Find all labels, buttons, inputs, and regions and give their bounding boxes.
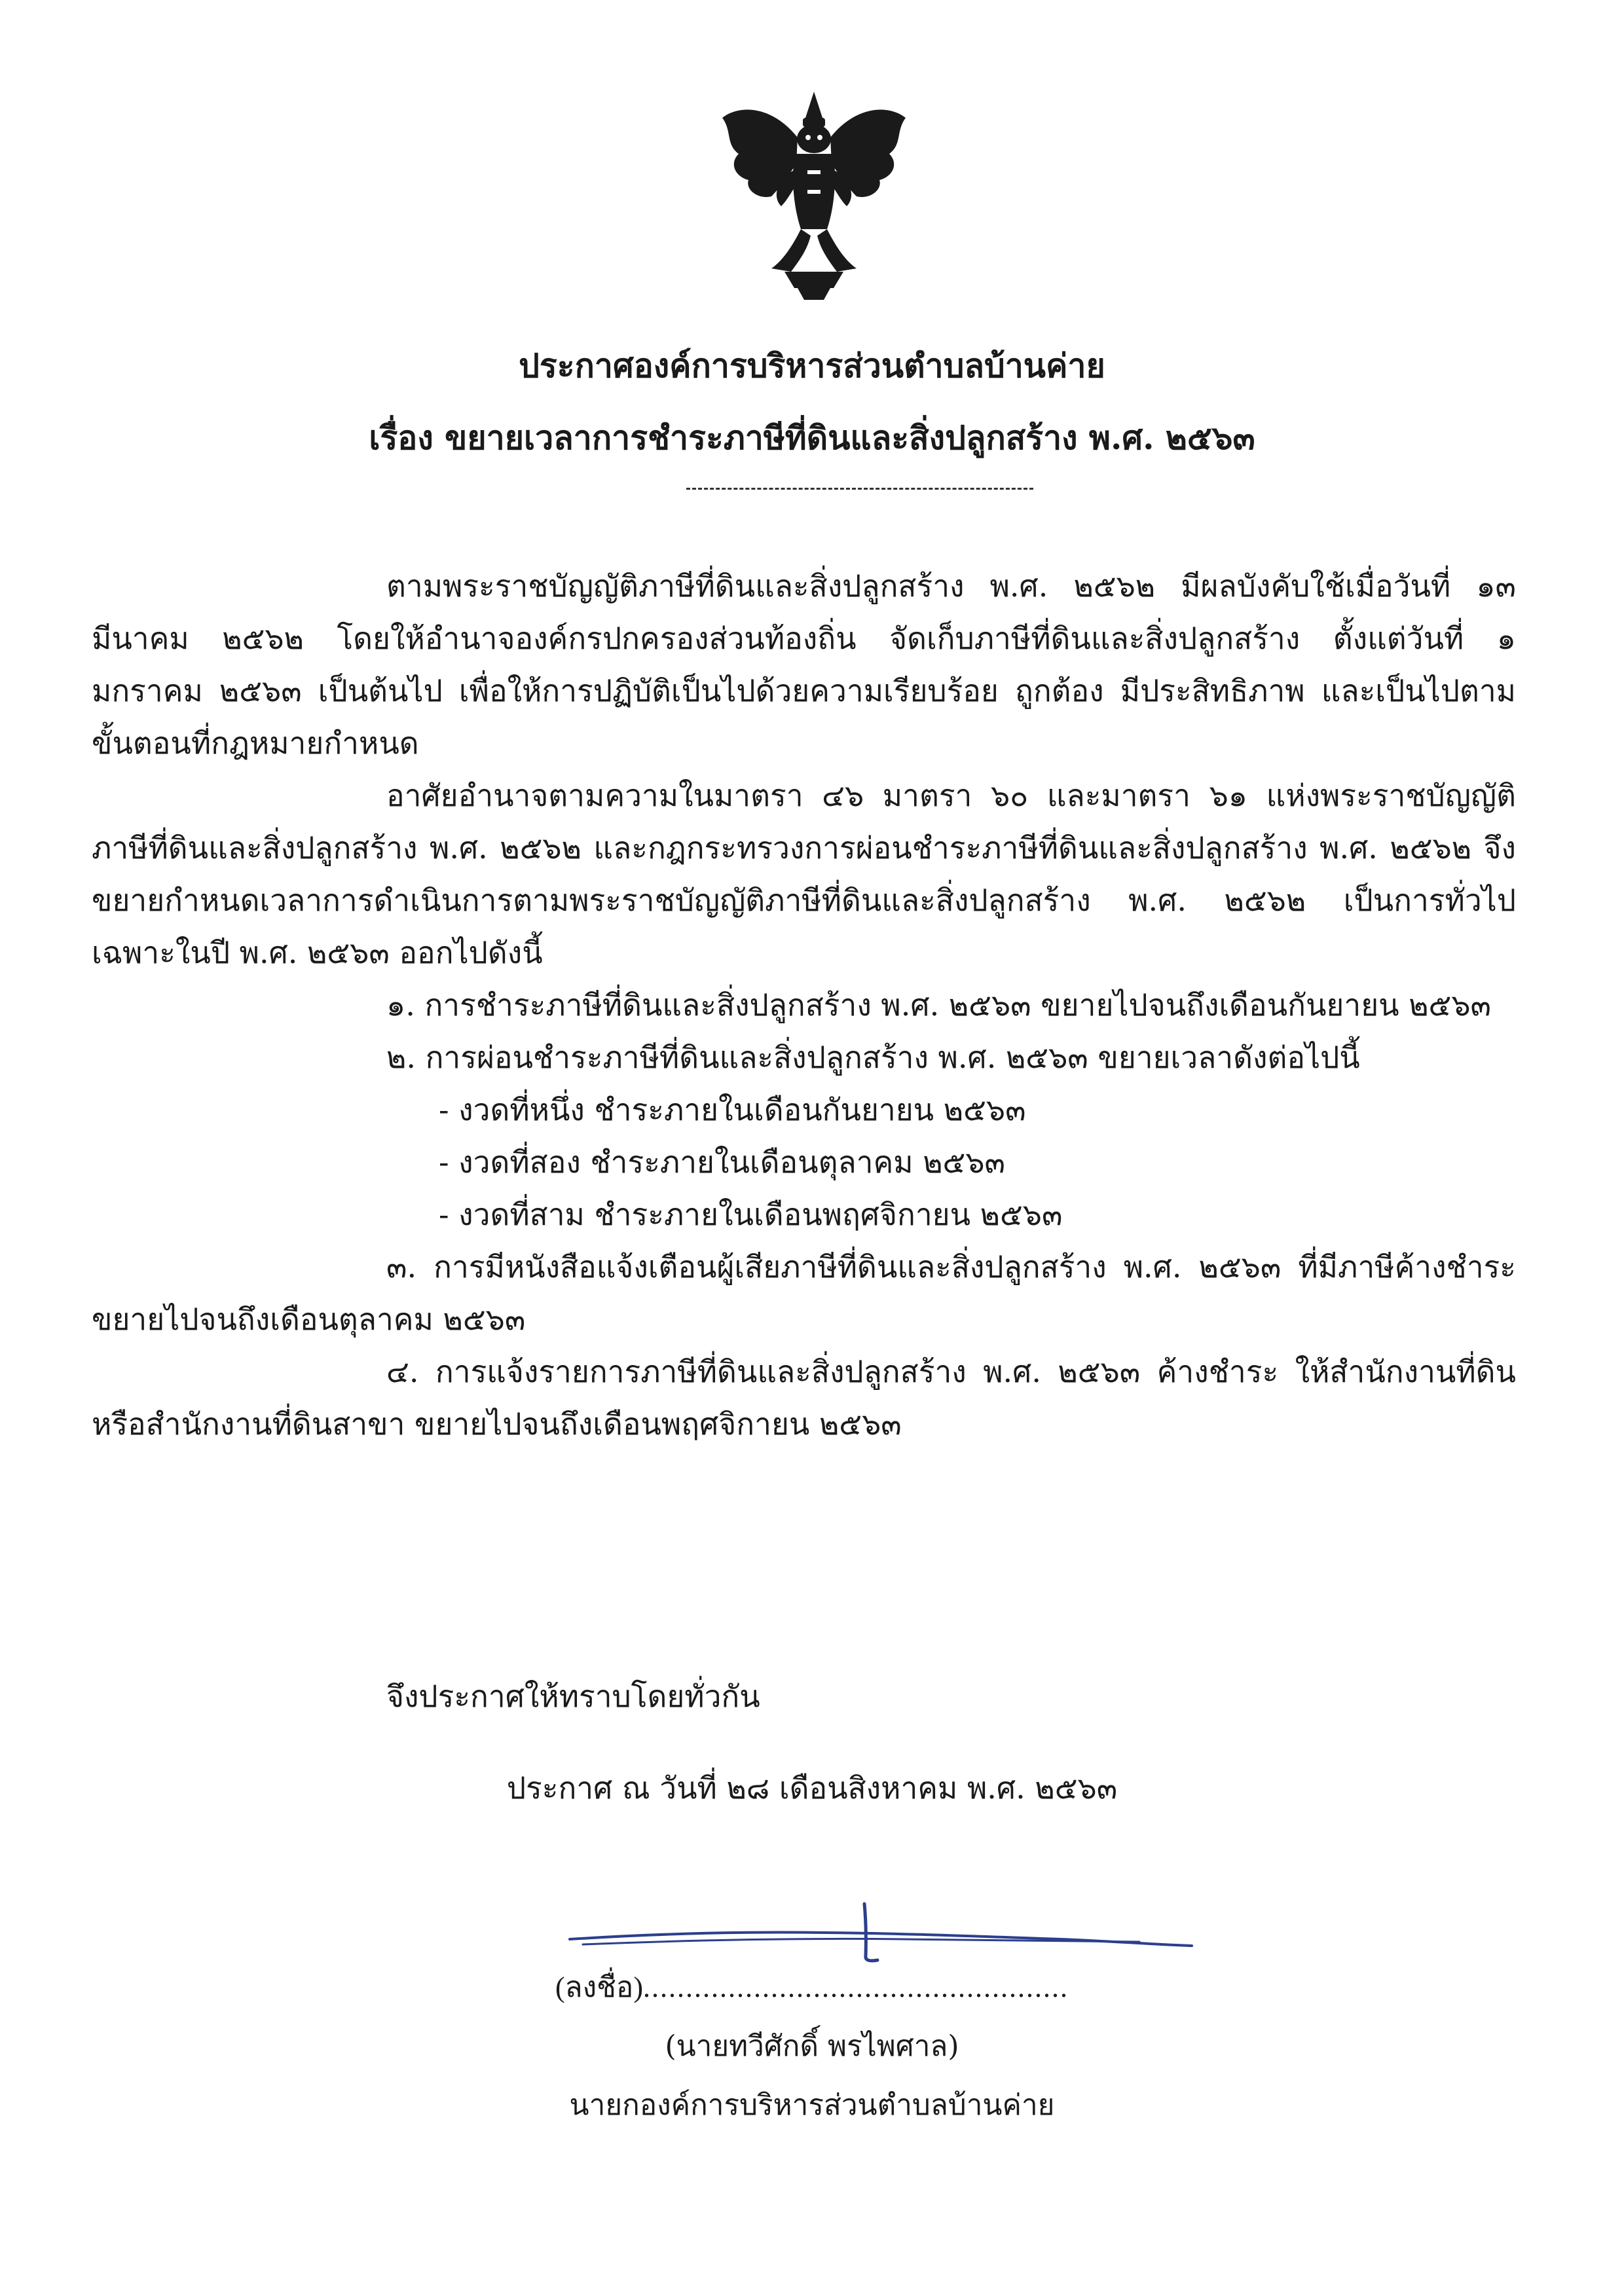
announcement-date: ประกาศ ณ วันที่ ๒๘ เดือนสิงหาคม พ.ศ. ๒๕๖๓ [506,1770,1118,1806]
announcement-title: ประกาศองค์การบริหารส่วนตำบลบ้านค่าย [519,346,1105,385]
title-divider [686,488,1033,490]
list-item-2: ๒. การผ่อนชำระภาษีที่ดินและสิ่งปลูกสร้าง พ.ศ. ๒๕๖๓ ขยายเวลาดังต่อไปนี้ [386,1040,1360,1075]
announcement-subject: เรื่อง ขยายเวลาการชำระภาษีที่ดินและสิ่งปลูกสร้าง พ.ศ. ๒๕๖๓ [369,418,1255,457]
sub-item-1: - งวดที่หนึ่ง ชำระภายในเดือนกันยายน ๒๕๖๓ [439,1092,1026,1127]
closing-statement: จึงประกาศให้ทราบโดยทั่วกัน [386,1679,760,1714]
sub-item-3: - งวดที่สาม ชำระภายในเดือนพฤศจิกายน ๒๕๖๓ [439,1197,1063,1232]
signature-prefix: (ลงชื่อ) [555,1971,644,2003]
list-item-4: ๔. การแจ้งรายการภาษีที่ดินและสิ่งปลูกสร้าง พ.ศ. ๒๕๖๓ ค้างชำระ ให้สำนักงานที่ดินหรือสำนักงานที่ดินสาขา ขยายไปจนถึงเดือนพฤศจิกายน ๒๕๖๓ [92,1354,1516,1442]
signature-dots: .................................................. [643,1971,1069,2003]
garuda-emblem [719,92,909,301]
announcement-body [92,560,1516,1450]
paragraph-authority: อาศัยอำนาจตามความในมาตรา ๔๖ มาตรา ๖๐ และมาตรา ๖๑ แห่งพระราชบัญญัติภาษีที่ดินและสิ่งปลูกสร้าง พ.ศ. ๒๕๖๒ และกฎกระทรวงการผ่อนชำระภาษีที่ดินและสิ่งปลูกสร้าง พ.ศ. ๒๕๖๒ จึงขยายกำหนดเวลาการดำเนินการตามพระราชบัญญัติภาษีที่ดินและสิ่งปลูกสร้าง พ.ศ. ๒๕๖๒ เป็นการทั่วไป เฉพาะในปี พ.ศ. ๒๕๖๓ ออกไปดังนี้ [92,778,1516,970]
paragraph-background: ตามพระราชบัญญัติภาษีที่ดินและสิ่งปลูกสร้าง พ.ศ. ๒๕๖๒ มีผลบังคับใช้เมื่อวันที่ ๑๓ มีนาคม ๒๕๖๒ โดยให้อำนาจองค์กรปกครองส่วนท้องถิ่น จัดเก็บภาษีที่ดินและสิ่งปลูกสร้าง ตั้งแต่วันที่ ๑ มกราคม ๒๕๖๓ เป็นต้นไป เพื่อให้การปฏิบัติเป็นไปด้วยความเรียบร้อย ถูกต้อง มีประสิทธิภาพ และเป็นไปตามขั้นตอนที่กฎหมายกำหนด [92,568,1516,761]
list-item-1: ๑. การชำระภาษีที่ดินและสิ่งปลูกสร้าง พ.ศ. ๒๕๖๓ ขยายไปจนถึงเดือนกันยายน ๒๕๖๓ [386,987,1491,1023]
list-item-3: ๓. การมีหนังสือแจ้งเตือนผู้เสียภาษีที่ดินและสิ่งปลูกสร้าง พ.ศ. ๒๕๖๓ ที่มีภาษีค้างชำระขยายไปจนถึงเดือนตุลาคม ๒๕๖๓ [92,1249,1516,1337]
signer-position: นายกองค์การบริหารส่วนตำบลบ้านค่าย [569,2088,1055,2122]
signer-name: (นายทวีศักดิ์ พรไพศาล) [665,2030,959,2063]
sub-item-2: - งวดที่สอง ชำระภายในเดือนตุลาคม ๒๕๖๓ [439,1144,1005,1180]
signature-line [0,1964,1624,2010]
